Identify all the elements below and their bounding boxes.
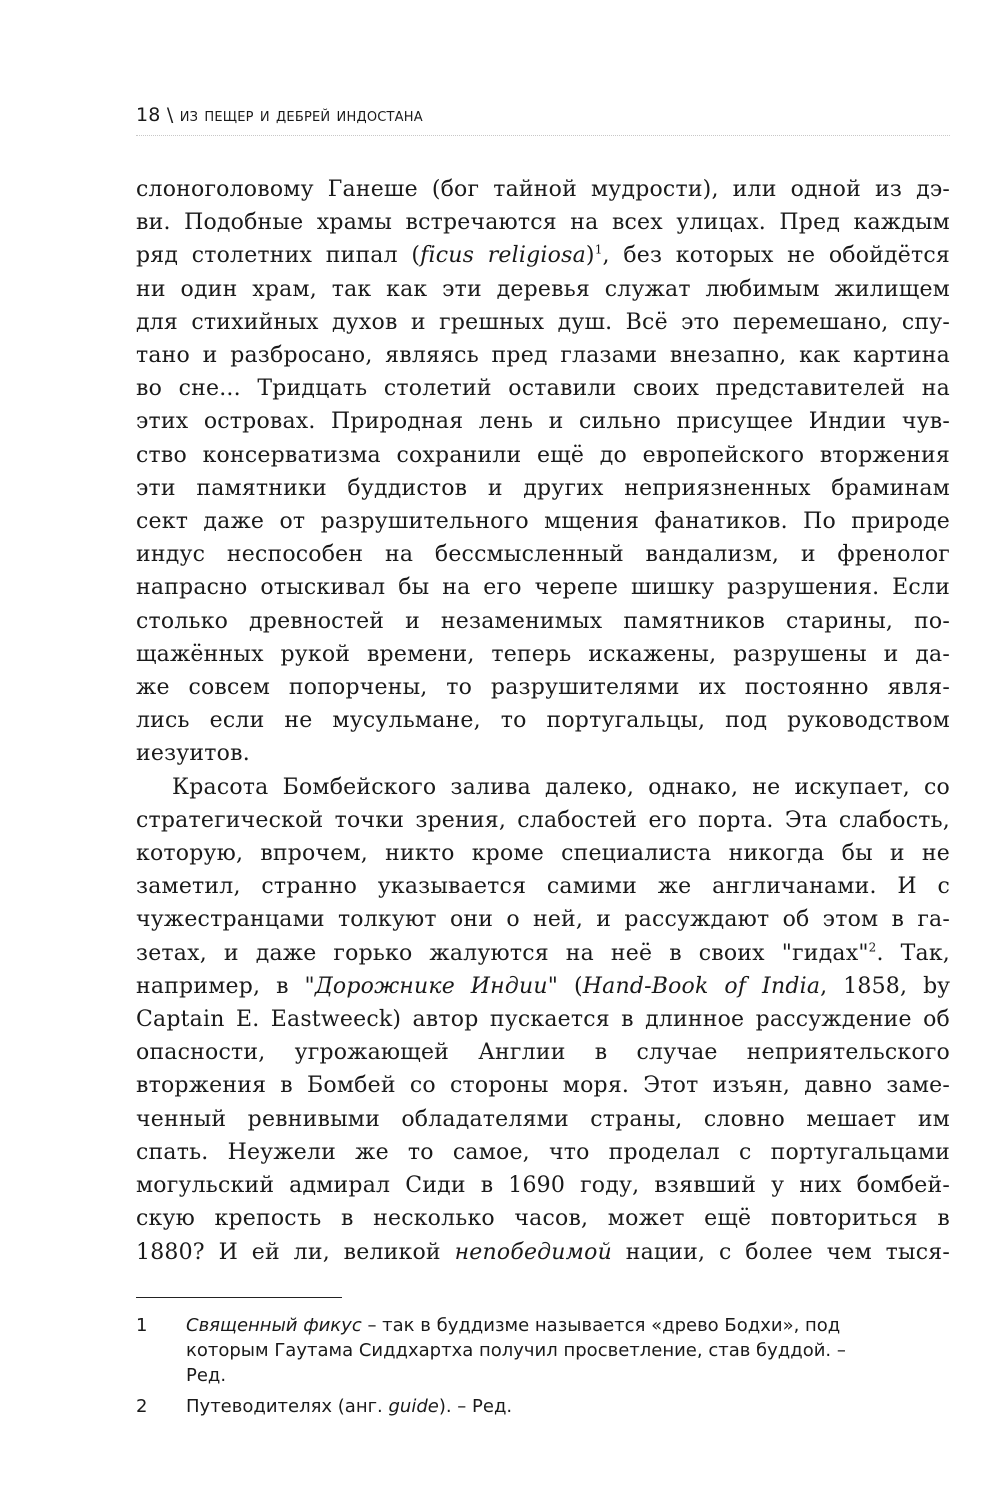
footnote-ref: 1 <box>594 243 603 258</box>
text-line: ви. Подобные храмы встречаются на всех улицах. Пред каждым <box>136 210 950 236</box>
text-line: тано и разбросано, являясь пред глазами внезапно, как картина <box>136 343 950 369</box>
footnote <box>136 1313 950 1388</box>
text-line: заметил, странно указывается самими же англичанами. И с <box>136 874 950 900</box>
footnote-term: Священный фикус <box>186 1315 362 1336</box>
text-line: которую, впрочем, никто кроме специалиста никогда бы и не <box>136 841 950 867</box>
text-line: столько древностей и незаменимых памятников старины, по- <box>136 608 950 634</box>
text-line: вторжения в Бомбей со стороны моря. Этот изъян, давно заме- <box>136 1073 950 1099</box>
text-line: 1880? И ей ли, великой непобедимой нации, с более чем тыся- <box>136 1239 950 1265</box>
text-line: скую крепость в несколько часов, может ещё повториться в <box>136 1206 950 1232</box>
text-line: ство консерватизма сохранили ещё до европейского вторжения <box>136 442 950 468</box>
text-line: напрасно отыскивал бы на его черепе шишку разрушения. Если <box>136 575 950 601</box>
running-head <box>136 104 423 126</box>
footnote-number: 1 <box>136 1315 148 1336</box>
text-line: спать. Неужели же то самое, что проделал с португальцами <box>136 1139 950 1165</box>
text-line: слоноголовому Ганеше (бог тайной мудрости), или одной из дэ- <box>136 177 950 202</box>
text-line: во сне... Тридцать столетий оставили своих представителей на <box>136 376 950 402</box>
text-line: ни один храм, так как эти деревья служат любимым жилищем <box>136 276 950 302</box>
book-title-ru: Дорожнике Индии <box>314 973 548 999</box>
footnote-number: 2 <box>136 1396 148 1417</box>
footnote-term: guide <box>388 1396 439 1417</box>
footnote-ref: 2 <box>868 940 877 955</box>
book-title: из пещер и дебрей индостана <box>179 104 423 126</box>
header-rule <box>136 135 950 136</box>
text-line: же совсем попорчены, то разрушителями их постоянно явля- <box>136 675 950 701</box>
text-line: иезуитов. <box>136 741 250 767</box>
text-line: опасности, угрожающей Англии в случае неприятельского <box>136 1040 950 1066</box>
text-line: чужестранцами толкуют они о ней, и рассуждают об этом в га- <box>136 907 950 933</box>
text-line: зетах, и даже горько жалуются на неё в своих "гидах"$^2$. Так, <box>136 940 950 966</box>
text-line: для стихийных духов и грешных душ. Всё это перемешано, спу- <box>136 309 950 335</box>
text-line: ченный ревнивыми обладателями страны, словно мешает им <box>136 1106 950 1132</box>
text-line: Captain E. Eastweeck) автор пускается в длинное рассуждение об <box>136 1007 950 1033</box>
text-line: индус неспособен на бессмысленный вандализм, и френолог <box>136 542 950 568</box>
latin-term: ficus religiosa <box>420 243 586 269</box>
text-line: например, в "Дорожнике Индии" (Hand-Book of India, 1858, by <box>136 973 950 999</box>
head-separator: \ <box>166 104 174 126</box>
text-line: сект даже от разрушительного мщения фанатиков. По природе <box>136 509 950 535</box>
footnote-text: Путеводителях (анг. guide). – Ред. <box>186 1396 513 1417</box>
footnote-separator <box>136 1297 342 1298</box>
book-title-en: Hand-Book of India <box>582 973 821 999</box>
text-line: щажённых рукой времени, теперь искажены, разрушены и да- <box>136 641 950 667</box>
emphasis: непобедимой <box>454 1239 612 1265</box>
text-line: могульский адмирал Сиди в 1690 году, взявший у них бомбей- <box>136 1173 950 1199</box>
body-text <box>136 173 950 1269</box>
footnotes <box>136 1313 950 1425</box>
text-line: стратегической точки зрения, слабостей его порта. Эта слабость, <box>136 807 950 833</box>
text-line: эти памятники буддистов и других неприязненных браминам <box>136 475 950 501</box>
footnote-text: Священный фикус – так в буддизме называется «древо Бодхи», под которым Гаутама Сиддхартха получил просветление, став буддой. – Ред. <box>186 1315 846 1386</box>
text-line: ряд столетних пипал (ficus religiosa)$^1$, без которых не обойдётся <box>136 243 950 269</box>
text-line: Красота Бомбейского залива далеко, однако, не искупает, со <box>172 774 950 800</box>
footnote <box>136 1394 950 1419</box>
page-number: 18 <box>136 104 161 126</box>
text-line: лись если не мусульмане, то португальцы, под руководством <box>136 708 950 734</box>
text-line: этих островах. Природная лень и сильно присущее Индии чув- <box>136 409 950 435</box>
